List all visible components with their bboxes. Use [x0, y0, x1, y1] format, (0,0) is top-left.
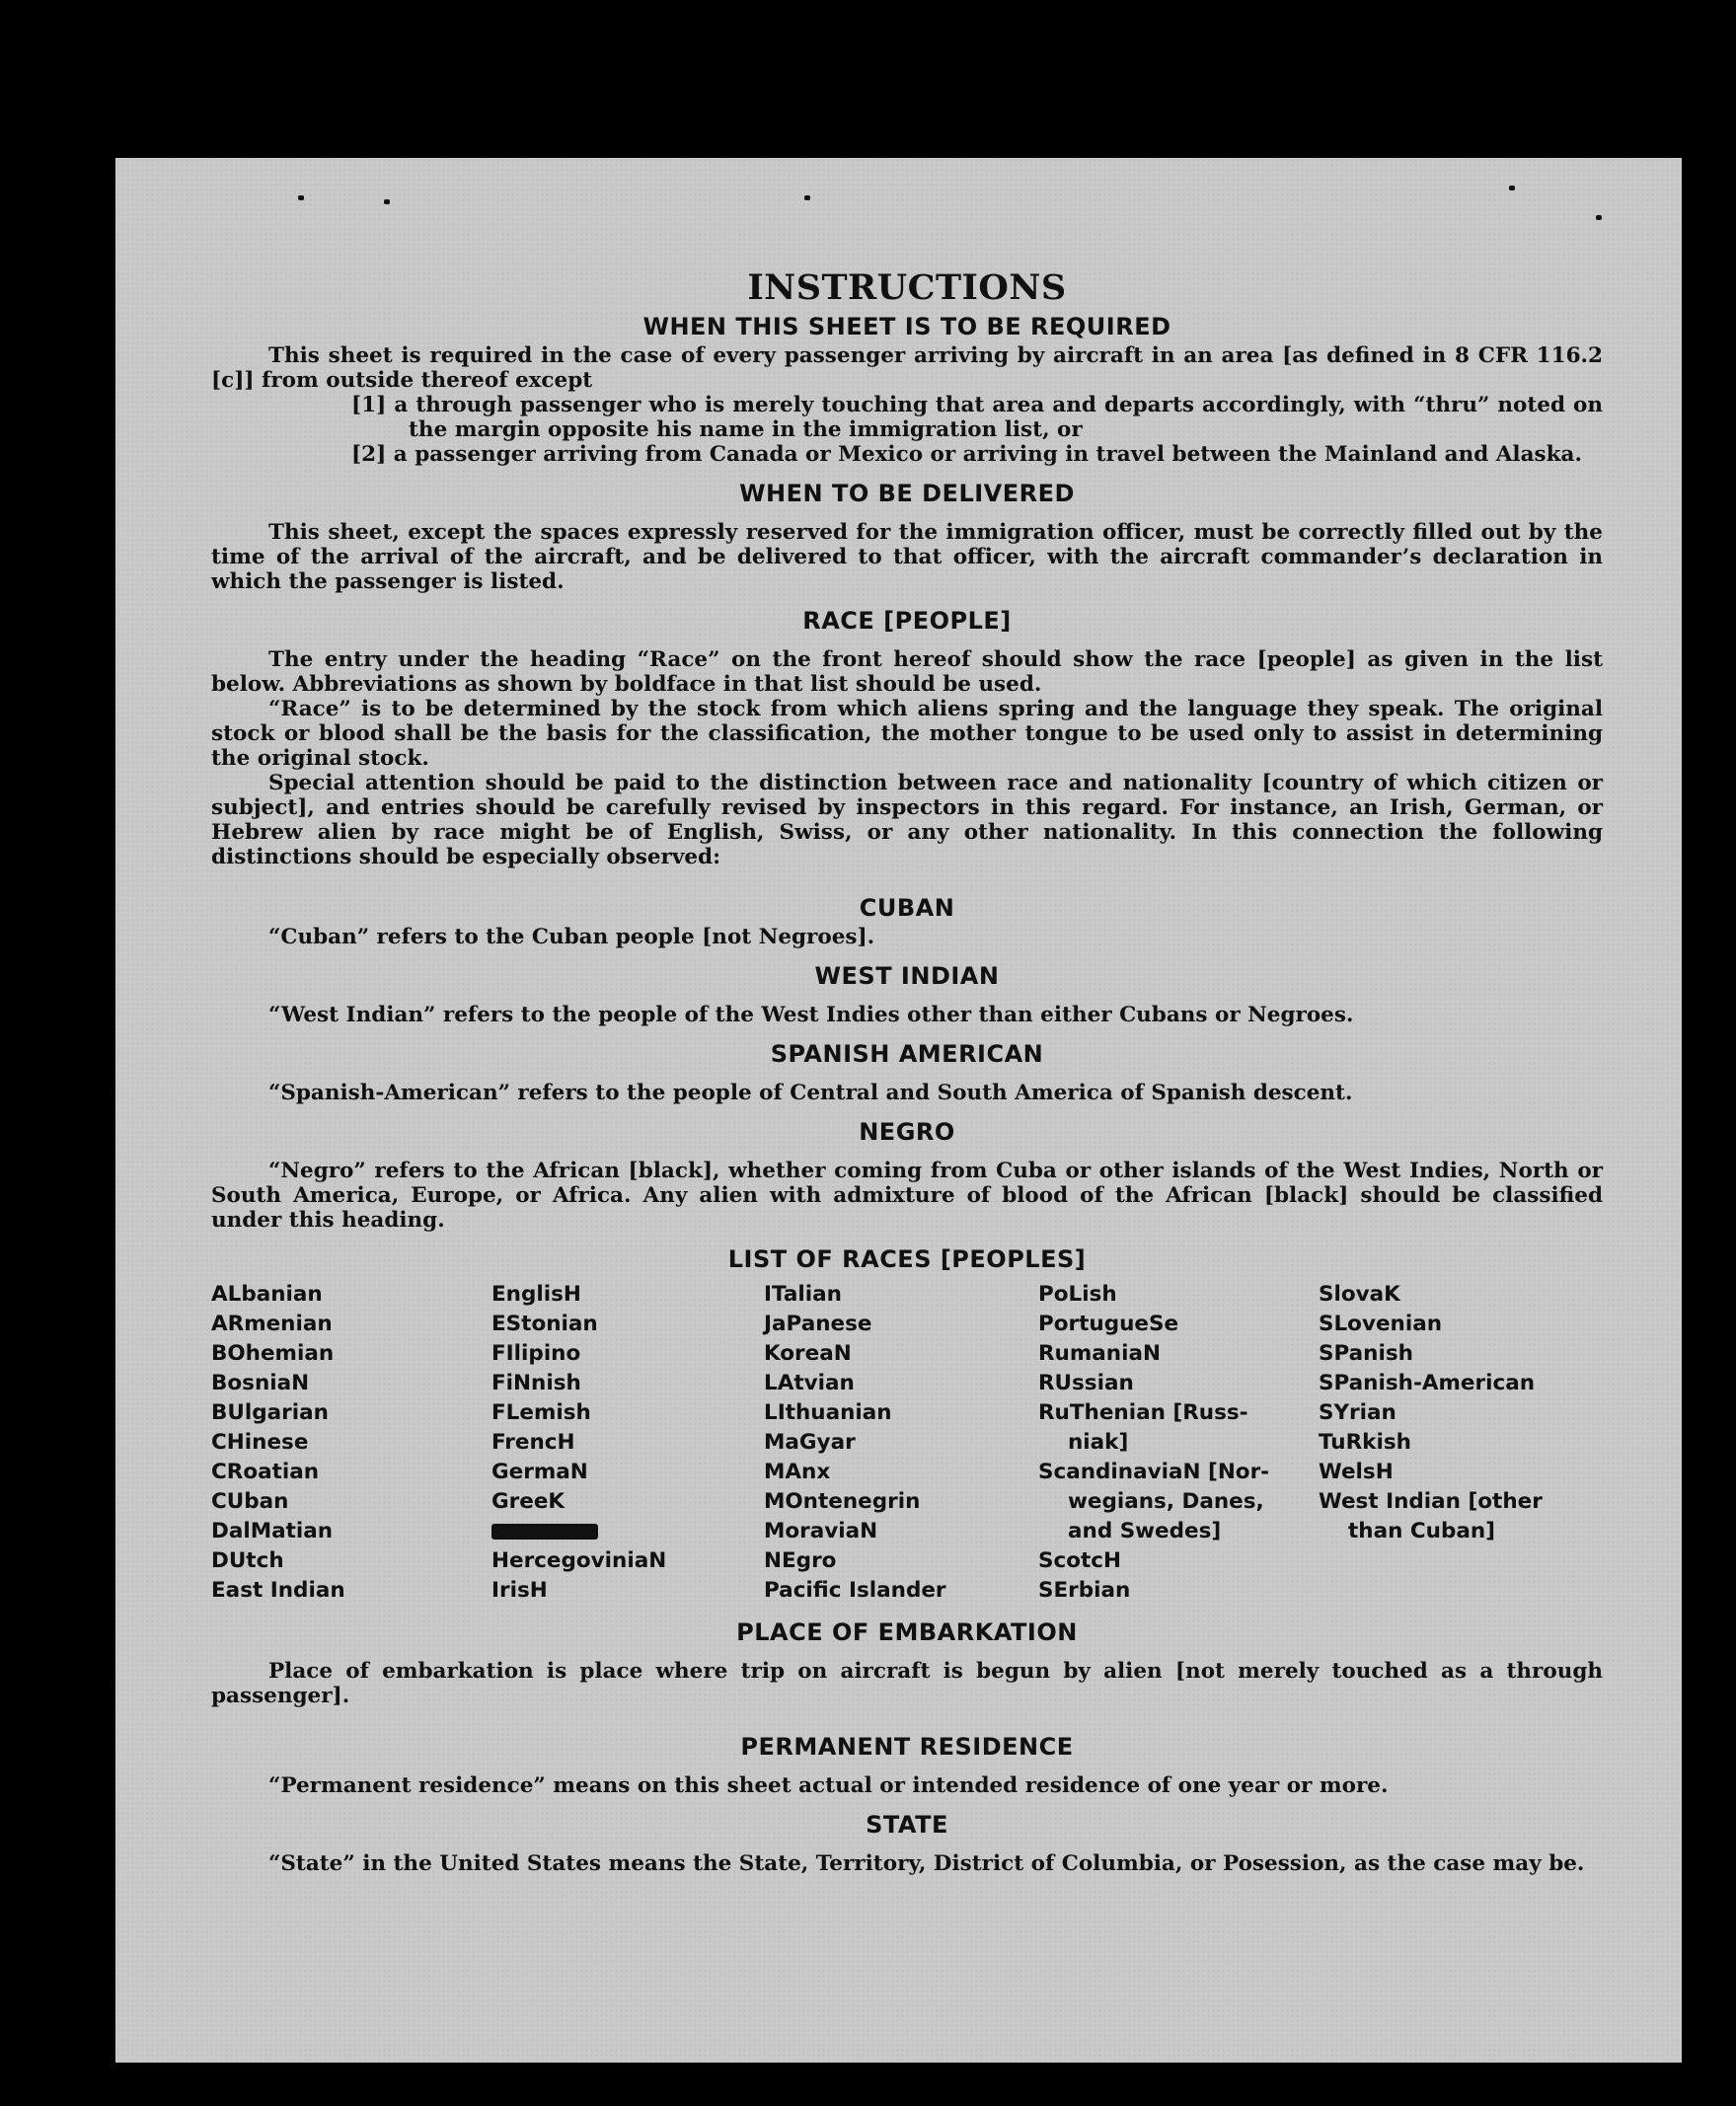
race-entry: BUlgarian: [211, 1400, 329, 1425]
section-heading-list-of-races: LIST OF RACES [PEOPLES]: [727, 1245, 1087, 1273]
race-entry: BOhemian: [211, 1341, 335, 1366]
races-column-1: [211, 1280, 491, 1606]
section-heading-when-required: WHEN THIS SHEET IS TO BE REQUIRED: [642, 313, 1171, 340]
race-entry: MaGyar: [764, 1430, 856, 1455]
race-entry: FIlipino: [491, 1341, 581, 1366]
race-entry-continued: and Swedes]: [1068, 1519, 1222, 1543]
race-entry: GermaN: [491, 1460, 588, 1484]
race-entry: FLemish: [491, 1400, 591, 1425]
permanent-residence-text: “Permanent residence” means on this sheet actual or intended residence of one year or more.: [268, 1773, 1389, 1798]
race-entry: MAnx: [764, 1460, 831, 1484]
race-paragraph-1: The entry under the heading “Race” on the front hereof should show the race [people] as given in the list below. Abbreviations as shown by boldface in that list should be used.: [211, 647, 1603, 697]
cuban-text: “Cuban” refers to the Cuban people [not Negroes].: [268, 925, 875, 949]
section-heading-cuban: CUBAN: [859, 894, 955, 922]
redacted-entry: [491, 1517, 764, 1546]
race-entry: CRoatian: [211, 1460, 320, 1484]
race-entry: GreeK: [491, 1489, 566, 1514]
race-entry: SYrian: [1319, 1400, 1396, 1425]
races-column-3: [764, 1280, 1038, 1606]
section-heading-state: STATE: [866, 1811, 948, 1839]
race-entry: CUban: [211, 1489, 289, 1514]
when-required-item-2: [2] a passenger arriving from Canada or Mexico or arriving in travel between the Mainland and Alaska.: [351, 442, 1582, 467]
punch-mark: [384, 199, 390, 204]
when-required-item-1: [1] a through passenger who is merely touching that area and departs accordingly, with “thru” noted on the margin opposite his name in the immigration list, or: [351, 393, 1603, 442]
race-entry: SlovaK: [1319, 1282, 1400, 1307]
races-column-4: [1038, 1280, 1319, 1606]
race-entry: SLovenian: [1319, 1312, 1443, 1336]
race-entry: FrencH: [491, 1430, 575, 1455]
when-delivered-text: This sheet, except the spaces expressly reserved for the immigration officer, must be correctly filled out by the time of the arrival of the aircraft, and be delivered to that officer, with the aircraft commander’s declaration in which the passenger is listed.: [211, 520, 1603, 594]
race-entry: JaPanese: [764, 1312, 872, 1336]
section-heading-when-delivered: WHEN TO BE DELIVERED: [739, 480, 1075, 507]
race-entry: IrisH: [491, 1578, 548, 1603]
race-entry: ScotcH: [1038, 1548, 1122, 1573]
race-entry: TuRkish: [1319, 1430, 1411, 1455]
race-entry: RumaniaN: [1038, 1341, 1161, 1366]
race-entry: PoLish: [1038, 1282, 1117, 1307]
race-entry: PortugueSe: [1038, 1312, 1179, 1336]
document-sheet: [115, 158, 1682, 2063]
instructions-content: [211, 266, 1603, 1876]
state-text: “State” in the United States means the State, Territory, District of Columbia, or Posession, as the case may be.: [268, 1851, 1585, 1876]
races-column-5: [1319, 1280, 1603, 1606]
embarkation-text: Place of embarkation is place where trip on aircraft is begun by alien [not merely touched as a through passenger].: [211, 1659, 1603, 1708]
race-entry: ScandinaviaN [Nor-: [1038, 1460, 1270, 1484]
race-entry-continued: than Cuban]: [1348, 1519, 1495, 1543]
races-table: [211, 1280, 1603, 1606]
punch-mark: [1509, 186, 1515, 190]
race-entry: RUssian: [1038, 1371, 1134, 1395]
page-title: INSTRUCTIONS: [747, 267, 1067, 308]
section-heading-race: RACE [PEOPLE]: [802, 607, 1012, 635]
race-entry: ITalian: [764, 1282, 842, 1307]
race-entry: HercegoviniaN: [491, 1548, 667, 1573]
race-entry: SPanish: [1319, 1341, 1413, 1366]
race-entry: DUtch: [211, 1548, 284, 1573]
section-heading-permanent-residence: PERMANENT RESIDENCE: [740, 1733, 1074, 1761]
punch-mark: [1596, 215, 1602, 220]
race-entry: SPanish-American: [1319, 1371, 1536, 1395]
punch-mark: [298, 195, 304, 200]
section-heading-spanish-american: SPANISH AMERICAN: [770, 1040, 1044, 1068]
race-entry: ARmenian: [211, 1312, 333, 1336]
section-heading-embarkation: PLACE OF EMBARKATION: [736, 1618, 1078, 1646]
section-heading-west-indian: WEST INDIAN: [814, 962, 1000, 990]
race-entry: DalMatian: [211, 1519, 334, 1543]
race-entry: SErbian: [1038, 1578, 1131, 1603]
race-entry: KoreaN: [764, 1341, 852, 1366]
races-column-2: [491, 1280, 764, 1606]
spanish-american-text: “Spanish-American” refers to the people of Central and South America of Spanish descent.: [268, 1081, 1353, 1105]
race-paragraph-3: Special attention should be paid to the distinction between race and nationality [country of which citizen or subject], and entries should be carefully revised by inspectors in this regard. For instance, an Irish, German, or Hebrew alien by race might be of English, Swiss, or any other nationality. In this connection the following distinctions should be especially observed:: [211, 771, 1603, 869]
race-entry: ALbanian: [211, 1282, 323, 1307]
punch-mark: [804, 195, 810, 200]
west-indian-text: “West Indian” refers to the people of the West Indies other than either Cubans or Negroes.: [268, 1003, 1354, 1027]
redaction-mark: [491, 1524, 598, 1540]
race-entry: EnglisH: [491, 1282, 581, 1307]
race-entry: Pacific Islander: [764, 1578, 946, 1603]
race-entry: EStonian: [491, 1312, 598, 1336]
race-entry: RuThenian [Russ-: [1038, 1400, 1248, 1425]
race-entry: WelsH: [1319, 1460, 1394, 1484]
race-entry: East Indian: [211, 1578, 345, 1603]
race-entry: BosniaN: [211, 1371, 310, 1395]
race-paragraph-2: “Race” is to be determined by the stock from which aliens spring and the language they speak. The original stock or blood shall be the basis for the classification, the mother tongue to be used only to assist in determining the original stock.: [211, 697, 1603, 771]
race-entry: NEgro: [764, 1548, 837, 1573]
section-heading-negro: NEGRO: [859, 1118, 955, 1146]
race-entry: CHinese: [211, 1430, 309, 1455]
race-entry: FiNnish: [491, 1371, 581, 1395]
negro-text: “Negro” refers to the African [black], whether coming from Cuba or other islands of the West Indies, North or South America, Europe, or Africa. Any alien with admixture of blood of the African [black] should be classified under this heading.: [211, 1159, 1603, 1233]
race-entry: LIthuanian: [764, 1400, 892, 1425]
race-entry-continued: wegians, Danes,: [1068, 1489, 1264, 1514]
race-entry: West Indian [other: [1319, 1489, 1543, 1514]
race-entry: MoraviaN: [764, 1519, 878, 1543]
race-entry-continued: niak]: [1068, 1430, 1129, 1455]
when-required-intro: This sheet is required in the case of every passenger arriving by aircraft in an area [as defined in 8 CFR 116.2 [c]] from outside thereof except: [211, 343, 1603, 393]
race-entry: LAtvian: [764, 1371, 855, 1395]
race-entry: MOntenegrin: [764, 1489, 921, 1514]
